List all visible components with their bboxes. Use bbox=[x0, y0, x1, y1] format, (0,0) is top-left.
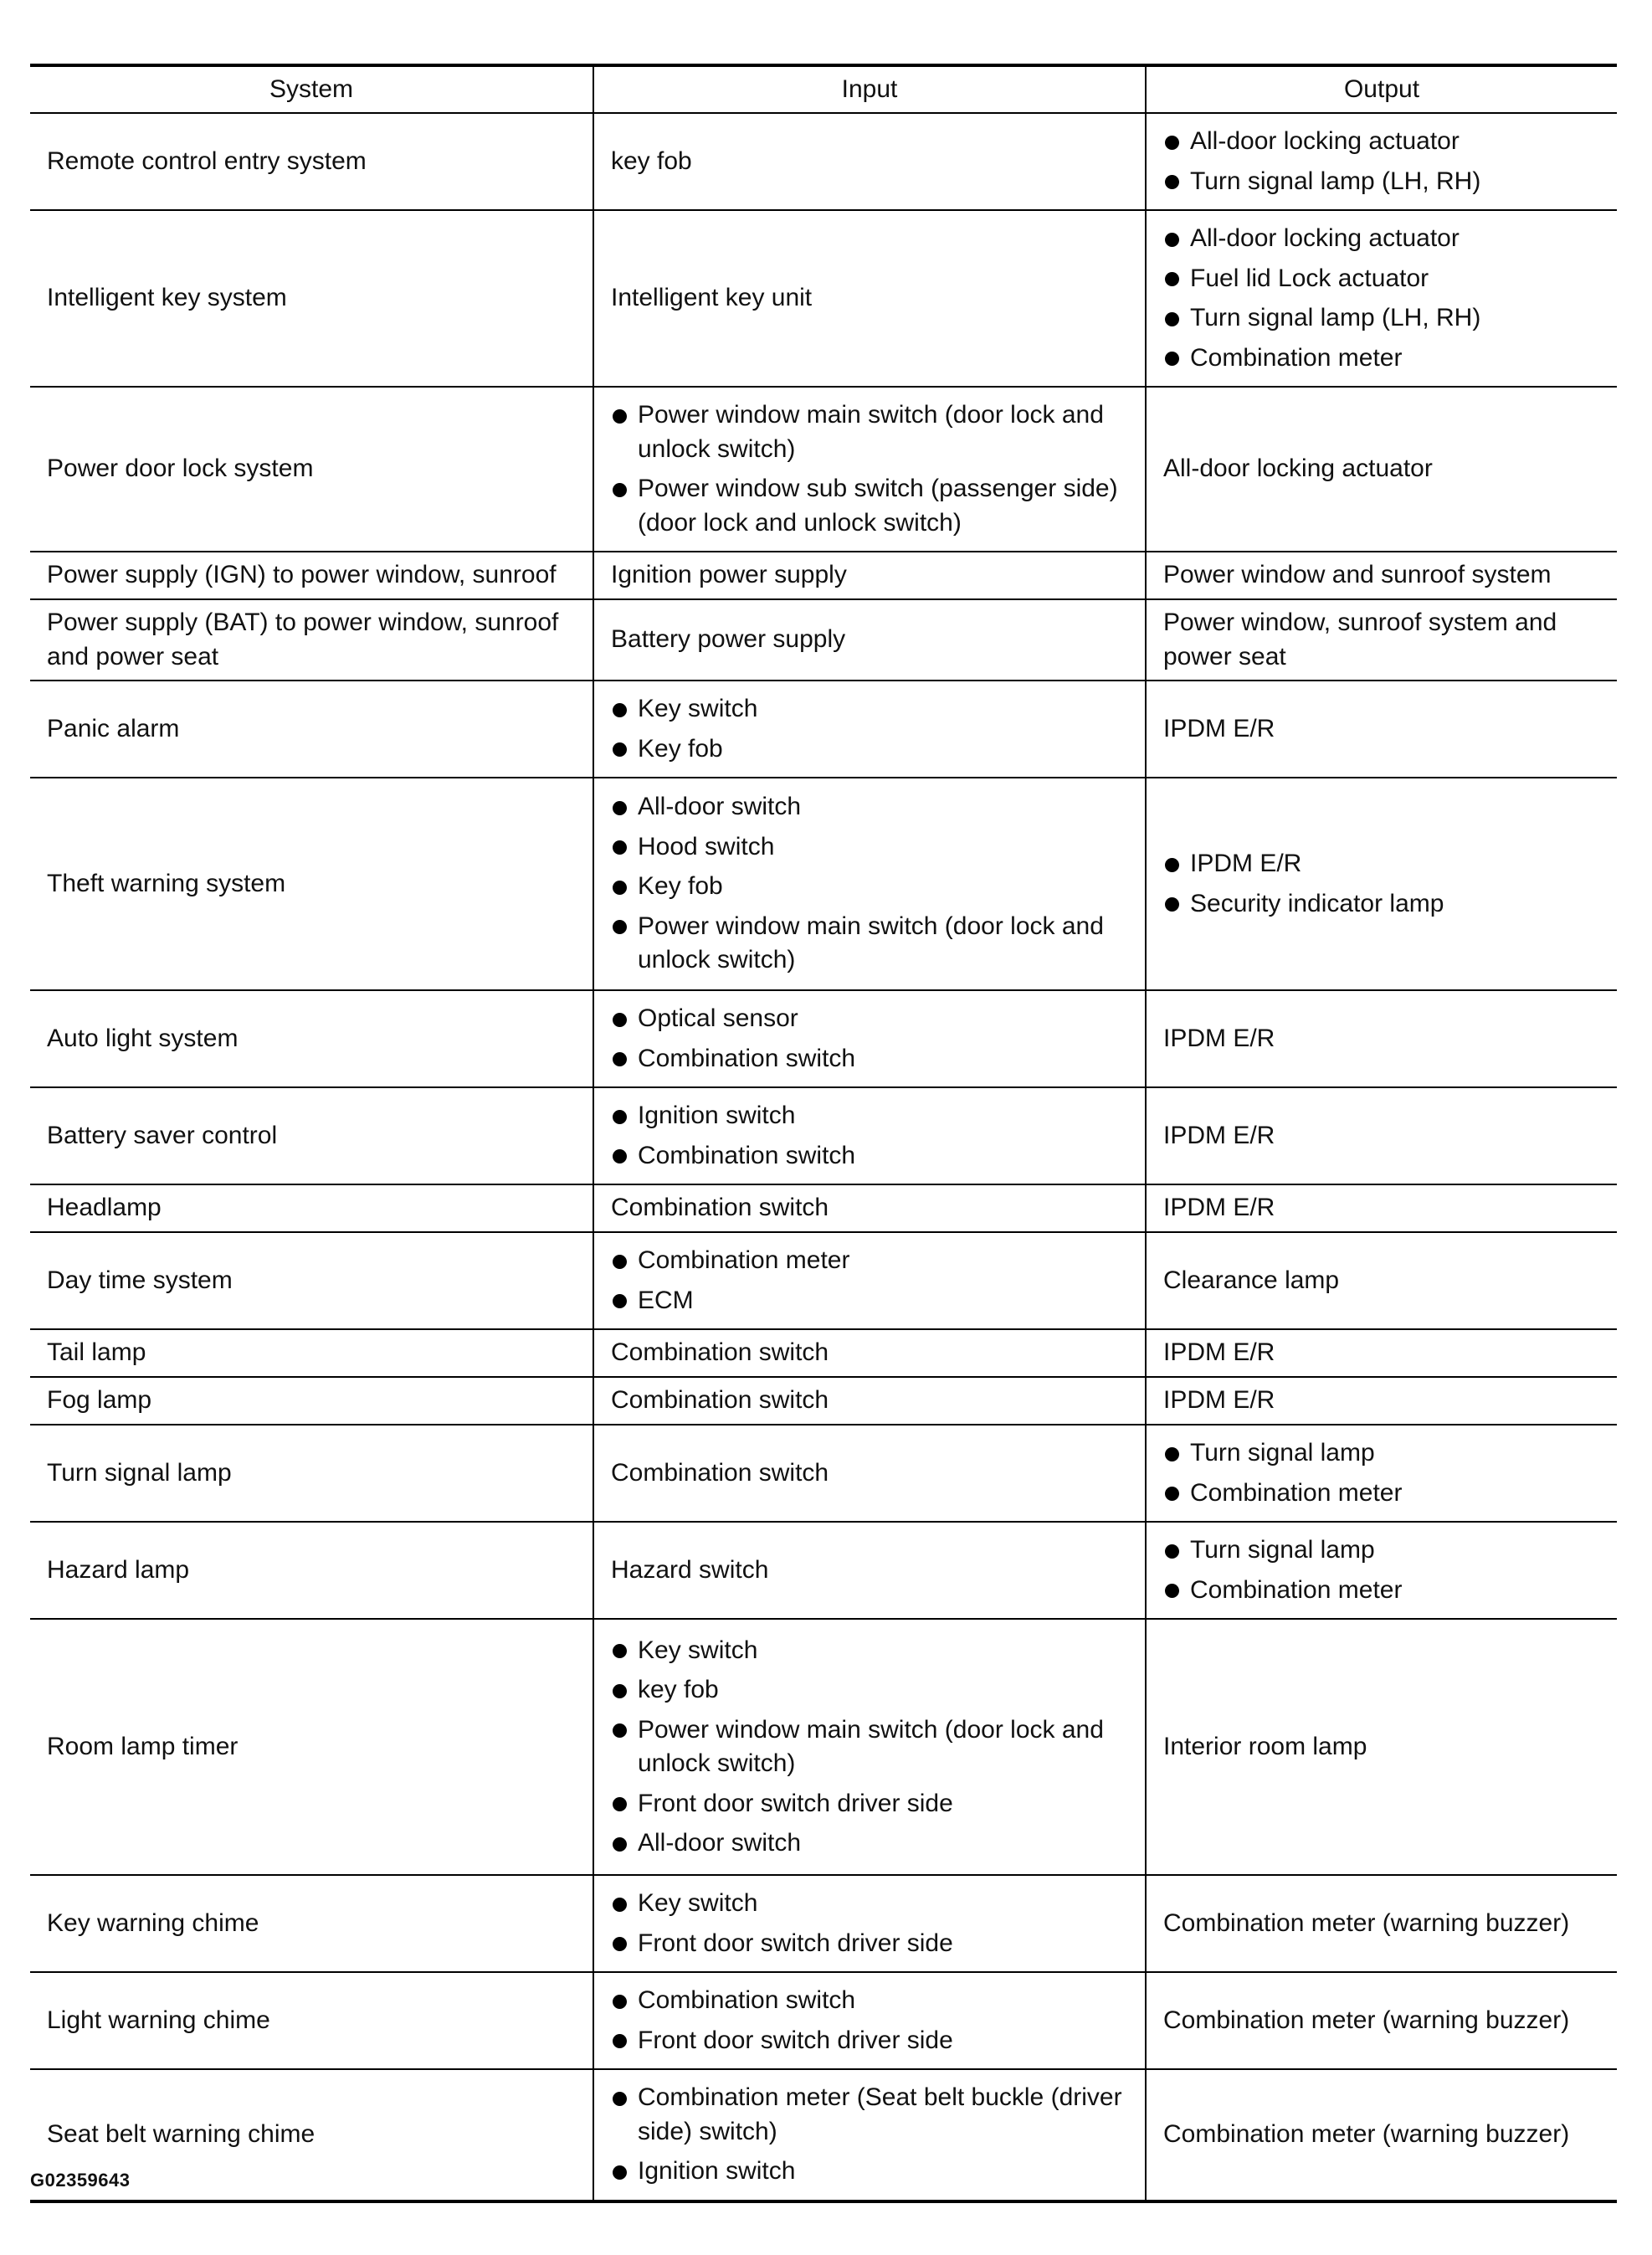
output-cell bbox=[1146, 1425, 1617, 1522]
input-text: Combination switch bbox=[611, 1458, 829, 1487]
output-cell bbox=[1146, 990, 1617, 1087]
output-text: IPDM E/R bbox=[1163, 1338, 1275, 1367]
bullet-item: Front door switch driver side bbox=[611, 1787, 1130, 1821]
output-cell bbox=[1146, 1377, 1617, 1425]
input-cell bbox=[593, 1972, 1146, 2069]
output-cell bbox=[1146, 1522, 1617, 1619]
system-cell: Intelligent key system bbox=[30, 210, 593, 387]
output-text: IPDM E/R bbox=[1163, 1194, 1275, 1222]
output-cell bbox=[1146, 2069, 1617, 2201]
input-bullet-list bbox=[611, 1887, 1130, 1960]
output-cell bbox=[1146, 1232, 1617, 1329]
output-text: IPDM E/R bbox=[1163, 1121, 1275, 1149]
input-text: Combination switch bbox=[611, 1338, 829, 1367]
input-text: Battery power supply bbox=[611, 625, 846, 654]
output-bullet-list bbox=[1163, 222, 1602, 375]
output-cell bbox=[1146, 210, 1617, 387]
input-bullet-list bbox=[611, 398, 1130, 540]
table-row bbox=[30, 552, 1617, 599]
output-text: Combination meter (warning buzzer) bbox=[1163, 2120, 1570, 2148]
header-system: System bbox=[30, 65, 593, 113]
output-cell bbox=[1146, 1972, 1617, 2069]
table-row bbox=[30, 1425, 1617, 1522]
output-text: Combination meter (warning buzzer) bbox=[1163, 1908, 1570, 1937]
output-text: Power window and sunroof system bbox=[1163, 561, 1552, 589]
output-cell bbox=[1146, 1329, 1617, 1377]
input-bullet-list bbox=[611, 2081, 1130, 2189]
output-text: Interior room lamp bbox=[1163, 1732, 1367, 1760]
bullet-item: Combination meter bbox=[1163, 1477, 1602, 1511]
table-row bbox=[30, 113, 1617, 210]
table-row bbox=[30, 210, 1617, 387]
output-bullet-list bbox=[1163, 125, 1602, 198]
output-cell bbox=[1146, 681, 1617, 778]
bullet-item: Ignition switch bbox=[611, 1099, 1130, 1133]
input-bullet-list bbox=[611, 1244, 1130, 1318]
system-cell: Power door lock system bbox=[30, 387, 593, 552]
table-row bbox=[30, 1972, 1617, 2069]
bullet-item: Fuel lid Lock actuator bbox=[1163, 262, 1602, 296]
input-cell bbox=[593, 1425, 1146, 1522]
input-cell bbox=[593, 113, 1146, 210]
system-io-table bbox=[30, 64, 1617, 2203]
table-row bbox=[30, 778, 1617, 990]
input-bullet-list bbox=[611, 1984, 1130, 2057]
header-row bbox=[30, 65, 1617, 113]
input-text: Intelligent key unit bbox=[611, 284, 813, 312]
input-bullet-list bbox=[611, 692, 1130, 766]
bullet-item: key fob bbox=[611, 1673, 1130, 1708]
bullet-item: Turn signal lamp (LH, RH) bbox=[1163, 165, 1602, 199]
bullet-item: Front door switch driver side bbox=[611, 1927, 1130, 1961]
system-cell: Theft warning system bbox=[30, 778, 593, 990]
bullet-item: Combination switch bbox=[611, 1042, 1130, 1076]
output-cell bbox=[1146, 1619, 1617, 1875]
input-cell bbox=[593, 1377, 1146, 1425]
bullet-item: Ignition switch bbox=[611, 2155, 1130, 2189]
bullet-item: Turn signal lamp bbox=[1163, 1533, 1602, 1568]
system-cell: Power supply (BAT) to power window, sunroof and power seat bbox=[30, 599, 593, 681]
input-cell bbox=[593, 1184, 1146, 1232]
system-cell: Fog lamp bbox=[30, 1377, 593, 1425]
output-bullet-list bbox=[1163, 1533, 1602, 1607]
bullet-item: IPDM E/R bbox=[1163, 847, 1602, 881]
output-cell bbox=[1146, 387, 1617, 552]
output-cell bbox=[1146, 599, 1617, 681]
bullet-item: Front door switch driver side bbox=[611, 2024, 1130, 2058]
output-text: Clearance lamp bbox=[1163, 1266, 1340, 1294]
input-bullet-list bbox=[611, 790, 1130, 978]
bullet-item: Combination meter bbox=[1163, 1574, 1602, 1608]
output-cell bbox=[1146, 1184, 1617, 1232]
input-text: Combination switch bbox=[611, 1194, 829, 1222]
input-cell bbox=[593, 2069, 1146, 2201]
input-cell bbox=[593, 1619, 1146, 1875]
bullet-item: Power window sub switch (passenger side) (door lock and unlock switch) bbox=[611, 472, 1130, 540]
input-text: Combination switch bbox=[611, 1386, 829, 1415]
table-row bbox=[30, 1377, 1617, 1425]
table-row bbox=[30, 1619, 1617, 1875]
input-cell bbox=[593, 1329, 1146, 1377]
system-cell: Auto light system bbox=[30, 990, 593, 1087]
output-text: IPDM E/R bbox=[1163, 1024, 1275, 1052]
system-cell: Light warning chime bbox=[30, 1972, 593, 2069]
input-text: key fob bbox=[611, 146, 692, 175]
output-cell bbox=[1146, 113, 1617, 210]
system-table-container bbox=[30, 64, 1617, 2203]
bullet-item: Key fob bbox=[611, 732, 1130, 767]
system-cell: Day time system bbox=[30, 1232, 593, 1329]
input-cell bbox=[593, 1522, 1146, 1619]
output-text: IPDM E/R bbox=[1163, 1386, 1275, 1415]
input-cell bbox=[593, 778, 1146, 990]
table-body bbox=[30, 113, 1617, 2201]
bullet-item: Power window main switch (door lock and unlock switch) bbox=[611, 398, 1130, 466]
bullet-item: Key switch bbox=[611, 1887, 1130, 1921]
system-cell: Power supply (IGN) to power window, sunroof bbox=[30, 552, 593, 599]
output-text: All-door locking actuator bbox=[1163, 455, 1433, 483]
bullet-item: Key switch bbox=[611, 1634, 1130, 1668]
table-row bbox=[30, 1087, 1617, 1184]
input-cell bbox=[593, 210, 1146, 387]
input-cell bbox=[593, 552, 1146, 599]
bullet-item: All-door locking actuator bbox=[1163, 222, 1602, 256]
bullet-item: Key fob bbox=[611, 870, 1130, 904]
input-cell bbox=[593, 681, 1146, 778]
output-bullet-list bbox=[1163, 847, 1602, 921]
bullet-item: Combination switch bbox=[611, 1984, 1130, 2018]
bullet-item: Optical sensor bbox=[611, 1002, 1130, 1036]
figure-id: G02359643 bbox=[30, 2170, 131, 2191]
system-cell: Turn signal lamp bbox=[30, 1425, 593, 1522]
system-cell: Panic alarm bbox=[30, 681, 593, 778]
system-cell: Battery saver control bbox=[30, 1087, 593, 1184]
bullet-item: Key switch bbox=[611, 692, 1130, 727]
bullet-item: Turn signal lamp bbox=[1163, 1436, 1602, 1471]
input-cell bbox=[593, 1087, 1146, 1184]
bullet-item: Combination switch bbox=[611, 1139, 1130, 1174]
table-row bbox=[30, 1522, 1617, 1619]
table-row bbox=[30, 387, 1617, 552]
input-cell bbox=[593, 1875, 1146, 1972]
bullet-item: Security indicator lamp bbox=[1163, 887, 1602, 922]
input-text: Hazard switch bbox=[611, 1555, 769, 1584]
system-cell: Remote control entry system bbox=[30, 113, 593, 210]
input-cell bbox=[593, 1232, 1146, 1329]
input-cell bbox=[593, 387, 1146, 552]
bullet-item: All-door switch bbox=[611, 1826, 1130, 1861]
bullet-item: Combination meter bbox=[1163, 342, 1602, 376]
input-bullet-list bbox=[611, 1634, 1130, 1861]
bullet-item: Combination meter bbox=[611, 1244, 1130, 1278]
table-row bbox=[30, 1232, 1617, 1329]
input-text: Ignition power supply bbox=[611, 561, 847, 589]
input-cell bbox=[593, 990, 1146, 1087]
bullet-item: All-door locking actuator bbox=[1163, 125, 1602, 159]
table-row bbox=[30, 681, 1617, 778]
bullet-item: All-door switch bbox=[611, 790, 1130, 824]
output-cell bbox=[1146, 1875, 1617, 1972]
bullet-item: Combination meter (Seat belt buckle (driver side) switch) bbox=[611, 2081, 1130, 2149]
output-text: Power window, sunroof system and power seat bbox=[1163, 609, 1557, 670]
output-cell bbox=[1146, 778, 1617, 990]
system-cell: Key warning chime bbox=[30, 1875, 593, 1972]
table-row bbox=[30, 1184, 1617, 1232]
system-cell: Headlamp bbox=[30, 1184, 593, 1232]
output-bullet-list bbox=[1163, 1436, 1602, 1510]
system-cell: Room lamp timer bbox=[30, 1619, 593, 1875]
output-cell bbox=[1146, 552, 1617, 599]
output-text: IPDM E/R bbox=[1163, 714, 1275, 742]
system-cell: Tail lamp bbox=[30, 1329, 593, 1377]
output-text: Combination meter (warning buzzer) bbox=[1163, 2006, 1570, 2034]
input-cell bbox=[593, 599, 1146, 681]
header-input: Input bbox=[593, 65, 1146, 113]
table-row bbox=[30, 990, 1617, 1087]
table-row bbox=[30, 1875, 1617, 1972]
bullet-item: Power window main switch (door lock and unlock switch) bbox=[611, 910, 1130, 978]
input-bullet-list bbox=[611, 1002, 1130, 1076]
system-cell: Seat belt warning chime bbox=[30, 2069, 593, 2201]
bullet-item: Hood switch bbox=[611, 830, 1130, 865]
header-output: Output bbox=[1146, 65, 1617, 113]
input-bullet-list bbox=[611, 1099, 1130, 1173]
bullet-item: Turn signal lamp (LH, RH) bbox=[1163, 301, 1602, 336]
system-cell: Hazard lamp bbox=[30, 1522, 593, 1619]
table-row bbox=[30, 1329, 1617, 1377]
output-cell bbox=[1146, 1087, 1617, 1184]
bullet-item: Power window main switch (door lock and unlock switch) bbox=[611, 1713, 1130, 1781]
bullet-item: ECM bbox=[611, 1284, 1130, 1318]
table-row bbox=[30, 599, 1617, 681]
table-row bbox=[30, 2069, 1617, 2201]
